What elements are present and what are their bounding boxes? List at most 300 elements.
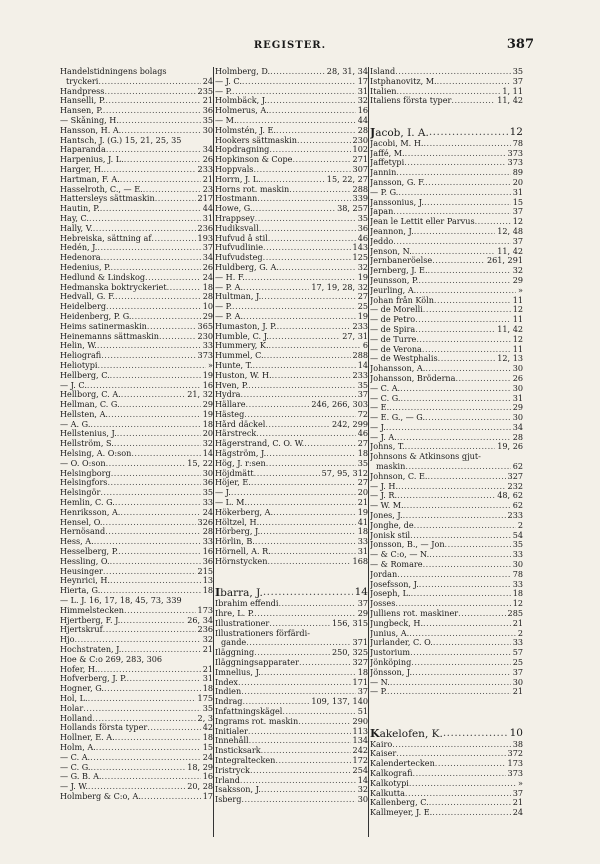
entry-term: Hellborg, C. A. (60, 390, 121, 400)
index-entry (370, 619, 523, 629)
index-entry (215, 371, 368, 381)
index-entry (370, 511, 523, 521)
entry-page-ref: 27, 31 (342, 331, 368, 341)
entry-page-ref: 31 (357, 547, 368, 557)
entry-page-ref: 102 (352, 145, 368, 155)
index-entry (215, 449, 368, 459)
entry-page-ref: 242 (352, 746, 368, 756)
entry-term: Humble, C. J. (215, 331, 269, 341)
entry-page-ref: 33 (512, 550, 523, 560)
entry-term: Hjertskruf (60, 625, 103, 635)
dot-leader (475, 217, 511, 227)
index-entry (370, 247, 523, 257)
index-entry (370, 452, 523, 462)
entry-page-ref: 143 (352, 243, 368, 253)
dot-leader (242, 697, 309, 707)
index-entry (60, 390, 213, 400)
index-entry (60, 772, 213, 782)
index-entry (60, 400, 213, 410)
dot-leader (393, 207, 510, 217)
entry-term: Hogner, G. (60, 684, 104, 694)
entry-page-ref: 28 (357, 125, 368, 135)
index-entry (215, 194, 368, 204)
index-entry (215, 145, 368, 155)
entry-page-ref: 16 (202, 772, 213, 782)
dot-leader (422, 345, 511, 355)
index-entry (215, 648, 368, 658)
dot-leader (88, 782, 185, 792)
index-entry (215, 498, 368, 508)
entry-term: Holar (60, 703, 84, 713)
index-entry (370, 629, 523, 639)
entry-page-ref: 134 (352, 736, 368, 746)
index-entry (215, 273, 368, 283)
index-entry (370, 394, 523, 404)
dot-leader (101, 351, 195, 361)
entry-page-ref: 32 (202, 635, 213, 645)
entry-page-ref: 371 (352, 638, 368, 648)
dot-leader (257, 194, 350, 204)
index-entry (60, 518, 213, 528)
entry-term: Jones, J. (370, 511, 403, 521)
entry-page-ref: 171 (352, 677, 368, 687)
dot-leader (292, 155, 350, 165)
entry-page-ref: 21 (357, 498, 368, 508)
entry-term: — C. G. (370, 393, 401, 403)
entry-page-ref: 2, 3 (197, 713, 213, 723)
entry-term: — de Verona (370, 344, 422, 354)
index-entry (370, 178, 523, 188)
entry-term: maskin (376, 462, 406, 472)
index-entry (215, 776, 368, 786)
dot-leader (263, 253, 351, 263)
dot-leader (412, 668, 511, 678)
entry-page-ref: 19 (202, 370, 213, 380)
index-entry (215, 263, 368, 273)
dot-leader (282, 707, 355, 717)
entry-term: tryckeri (66, 76, 99, 86)
entry-term: Isaksson, J. (215, 785, 261, 795)
dot-leader (260, 527, 356, 537)
dot-leader (124, 155, 201, 165)
entry-term: Hostmann (215, 194, 258, 204)
entry-page-ref: 35 (357, 458, 368, 468)
index-entry (370, 217, 523, 227)
entry-term: Huldberg, G. A. (215, 262, 279, 272)
dot-leader (110, 576, 201, 586)
index-entry (370, 599, 523, 609)
entry-page-ref: 27 (357, 292, 368, 302)
entry-page-ref: 236 (197, 223, 213, 233)
index-entry (215, 459, 368, 469)
index-entry (215, 243, 368, 253)
entry-page-ref: 26 (202, 155, 213, 165)
entry-page-ref: 173 (197, 605, 213, 615)
entry-page-ref: 33 (512, 638, 523, 648)
index-entry (370, 540, 523, 550)
dot-leader (100, 204, 201, 214)
dot-leader (413, 769, 506, 779)
dot-leader (103, 106, 201, 116)
index-entry (60, 96, 213, 106)
entry-term: Iläggning (215, 648, 255, 658)
entry-page-ref: 6 (362, 341, 368, 351)
index-entry (60, 322, 213, 332)
entry-page-ref (521, 452, 523, 462)
entry-term: Höjer, E. (215, 478, 251, 488)
entry-term: Helsing, A. O:son (60, 449, 132, 459)
entry-term: Isberg (215, 795, 242, 805)
entry-term: Jonghe, de (370, 520, 414, 530)
dot-leader (423, 305, 511, 315)
index-entry (215, 224, 368, 234)
entry-page-ref: 217 (197, 194, 213, 204)
index-entry (60, 576, 213, 586)
entry-page-ref: 19 (357, 272, 368, 282)
dot-leader (97, 243, 200, 253)
entry-term: Integraltecken (215, 755, 276, 765)
entry-page-ref: » (208, 360, 213, 370)
dot-leader (397, 570, 510, 580)
entry-page-ref: 14 (202, 449, 213, 459)
index-entry (370, 648, 523, 658)
index-entry (215, 361, 368, 371)
index-entry (215, 400, 368, 410)
entry-term: Johan från Köln (370, 295, 434, 305)
entry-term: Jonisk stil (370, 530, 411, 540)
index-entry (215, 668, 368, 678)
entry-term: Hansson, H. A. (60, 125, 122, 135)
entry-term: Insticksark (215, 746, 261, 756)
index-column-3 (370, 67, 523, 818)
entry-term: Heynrici, H. (60, 576, 110, 586)
entry-term: Jacob, I. A. (370, 125, 429, 139)
entry-term: Hellman, C. G. (60, 400, 120, 410)
entry-term: Hörlin, B. (215, 537, 255, 547)
index-entry (370, 570, 523, 580)
dot-leader (124, 606, 196, 616)
dot-leader (268, 234, 356, 244)
index-entry (60, 508, 213, 518)
index-entry (370, 168, 523, 178)
dot-leader (254, 609, 356, 619)
index-entry (60, 175, 213, 185)
index-entry (60, 586, 213, 596)
index-entry (370, 550, 523, 560)
dot-leader (253, 204, 336, 214)
entry-term: Heliotypi (60, 360, 98, 370)
entry-page-ref: 29 (512, 275, 523, 285)
entry-page-ref: 23 (202, 184, 213, 194)
index-entry (215, 96, 368, 106)
entry-page-ref: 290 (352, 716, 368, 726)
index-entry (215, 518, 368, 528)
dot-leader (405, 442, 496, 452)
entry-term: — de Petro (370, 315, 416, 325)
index-entry (215, 478, 368, 488)
index-entry (60, 606, 213, 616)
index-entry (60, 527, 213, 537)
index-entry (215, 537, 368, 547)
entry-term: Johansson, Bröderna (370, 373, 456, 383)
entry-page-ref: 11, 42 (497, 324, 523, 334)
entry-page-ref: 19 (357, 311, 368, 321)
index-entry (60, 204, 213, 214)
index-entry (215, 214, 368, 224)
entry-page-ref: 365 (197, 321, 213, 331)
entry-page-ref: 35 (512, 540, 523, 550)
entry-page-ref: 21 (512, 618, 523, 628)
entry-page-ref: 30 (512, 413, 523, 423)
dot-leader (249, 736, 351, 746)
entry-page-ref: 31 (202, 674, 213, 684)
dot-leader (429, 798, 511, 808)
index-entry (60, 567, 213, 577)
entry-page-ref: 21, 32 (187, 390, 213, 400)
entry-term: Hantsch, J. (G.) 15, 21, 25, 35 (60, 135, 182, 145)
entry-page-ref: 230 (352, 135, 368, 145)
entry-term: — J. (215, 488, 231, 498)
index-entry (60, 194, 213, 204)
entry-page-ref: 25 (512, 658, 523, 668)
entry-page-ref: 21 (512, 687, 523, 697)
index-entry (370, 798, 523, 808)
entry-term: Irland (215, 775, 240, 785)
entry-term: — E. (370, 403, 390, 413)
dot-leader (83, 704, 200, 714)
index-entry (215, 547, 368, 557)
entry-term: Hägström, J. (215, 449, 267, 459)
entry-term: Junius, A. (370, 628, 410, 638)
entry-term: Helsingör (60, 488, 101, 498)
dot-leader (267, 557, 350, 567)
index-entry (370, 158, 523, 168)
entry-term: Helsingfors (60, 478, 108, 488)
entry-page-ref: 113 (352, 726, 368, 736)
dot-leader (89, 214, 201, 224)
dot-leader (131, 449, 200, 459)
entry-page-ref: 15, 22 (187, 458, 213, 468)
dot-leader (400, 394, 510, 404)
index-entry (215, 508, 368, 518)
entry-page-ref: 46 (357, 233, 368, 243)
entry-page-ref: 26 (512, 373, 523, 383)
entry-term: Josses (370, 599, 396, 609)
index-entry (370, 237, 523, 247)
index-entry (215, 165, 368, 175)
index-entry (60, 332, 213, 342)
dot-leader (111, 263, 201, 273)
dot-leader (114, 439, 201, 449)
dot-leader (418, 276, 510, 286)
dot-leader (289, 185, 350, 195)
dot-leader (410, 648, 511, 658)
index-entry (215, 106, 368, 116)
dot-leader (247, 498, 356, 508)
index-entry (60, 635, 213, 645)
index-entry (60, 341, 213, 351)
entry-page-ref: 24 (202, 507, 213, 517)
index-entry (215, 410, 368, 420)
index-entry (215, 599, 368, 609)
index-entry (60, 302, 213, 312)
dot-leader (386, 423, 511, 433)
entry-term: — J. A. (370, 432, 397, 442)
entry-page-ref: 57, 95, 312 (321, 468, 368, 478)
index-entry (215, 332, 368, 342)
dot-leader (251, 478, 356, 488)
entry-term: Hofer, H. (60, 664, 98, 674)
dot-leader (270, 67, 325, 77)
entry-page-ref: 16 (202, 380, 213, 390)
dot-leader (269, 106, 356, 116)
entry-term: Heliografi (60, 351, 102, 361)
entry-term: — M. (215, 115, 237, 125)
entry-term: Hedvall, G. F. (60, 292, 115, 302)
entry-term: Hrappsey (215, 213, 255, 223)
index-entry (215, 322, 368, 332)
entry-page-ref: 44 (202, 204, 213, 214)
dot-leader (242, 77, 356, 87)
entry-term: Illustrationers förfärdi- (215, 628, 310, 638)
entry-term: Hörberg, J. (215, 527, 261, 537)
entry-term: Hopdragning (215, 145, 270, 155)
index-entry (60, 371, 213, 381)
entry-term: Hochstraten, J. (60, 645, 122, 655)
index-entry (215, 390, 368, 400)
entry-page-ref: 173 (507, 759, 523, 769)
entry-term: Jernberg, J. E. (370, 266, 428, 276)
index-entry (370, 276, 523, 286)
dot-leader (405, 149, 506, 159)
entry-term: — N. (370, 677, 390, 687)
dot-leader (90, 753, 201, 763)
dot-leader (159, 332, 196, 342)
index-entry (215, 469, 368, 479)
entry-term: Heims satinermaskin (60, 321, 147, 331)
index-entry (215, 736, 368, 746)
entry-page-ref: 15 (512, 197, 523, 207)
entry-page-ref: 24 (202, 752, 213, 762)
dot-leader (254, 648, 330, 658)
index-entry (215, 697, 368, 707)
entry-page-ref: 36 (202, 556, 213, 566)
entry-term: Johnsons & Atkinsons gjut- (370, 452, 481, 462)
dot-leader (425, 178, 511, 188)
entry-page-ref: 78 (512, 138, 523, 148)
index-entry (215, 609, 368, 619)
dot-leader (266, 459, 356, 469)
dot-leader (90, 763, 185, 773)
dot-leader (121, 390, 186, 400)
entry-term: Jernbaneröelse (370, 256, 433, 266)
dot-leader (267, 96, 356, 106)
entry-page-ref: 38 (512, 739, 523, 749)
index-entry (370, 589, 523, 599)
entry-term: Hunte, T. (215, 360, 253, 370)
entry-term: Hästeg (215, 409, 245, 419)
index-entry (370, 87, 523, 97)
index-entry (370, 580, 523, 590)
entry-term: Hollands första typer (60, 723, 148, 733)
entry-page-ref: 37 (512, 667, 523, 677)
dot-leader (93, 224, 196, 234)
dot-leader (250, 766, 351, 776)
dot-leader (261, 746, 351, 756)
dot-leader (269, 619, 330, 629)
entry-term: — J. H. (370, 481, 399, 491)
index-entry (60, 665, 213, 675)
dot-leader (256, 429, 355, 439)
index-entry (215, 638, 368, 648)
dot-leader (424, 198, 511, 208)
entry-page-ref: 18 (357, 527, 368, 537)
index-entry (370, 96, 523, 106)
entry-term: — J. W. (60, 782, 88, 792)
entry-page-ref: 18 (357, 667, 368, 677)
dot-leader (232, 302, 356, 312)
dot-leader (279, 263, 356, 273)
index-entry (370, 789, 523, 799)
entry-term: Ingrams rot. maskin (215, 716, 299, 726)
dot-leader (397, 491, 495, 501)
dot-leader (108, 410, 201, 420)
dot-leader (265, 420, 330, 430)
index-entry (215, 175, 368, 185)
page-title: REGISTER. (253, 40, 327, 51)
entry-page-ref: 31 (512, 393, 523, 403)
entry-page-ref: 54 (512, 530, 523, 540)
dot-leader (107, 478, 200, 488)
dot-leader (118, 547, 201, 557)
entry-page-ref: 62 (512, 501, 523, 511)
index-entry (370, 472, 523, 482)
entry-page-ref: 242, 299 (331, 419, 368, 429)
entry-term: Jenson, N. (370, 246, 412, 256)
dot-leader (111, 469, 201, 479)
index-entry (370, 345, 523, 355)
entry-term: Initialer (215, 726, 248, 736)
entry-page-ref: 12, 48 (497, 226, 523, 236)
index-entry (370, 560, 523, 570)
entry-term: Jaffetypi (370, 158, 405, 168)
entry-page-ref: 168 (352, 556, 368, 566)
entry-page-ref: 373 (507, 158, 523, 168)
index-entry (60, 478, 213, 488)
index-entry (370, 442, 523, 452)
dot-leader (110, 371, 201, 381)
entry-page-ref: 37 (512, 207, 523, 217)
index-entry (370, 808, 523, 818)
entry-page-ref: 34 (512, 422, 523, 432)
entry-page-ref: 109, 137, 140 (311, 697, 368, 707)
dot-leader (94, 537, 201, 547)
dot-leader (88, 694, 196, 704)
entry-page-ref: 288 (352, 351, 368, 361)
entry-term: — & C:o, — N. (370, 550, 430, 560)
dot-leader (102, 518, 195, 528)
entry-term: Hummel, C. (215, 351, 264, 361)
entry-page-ref: 10 (509, 726, 523, 739)
entry-page-ref: 30 (202, 125, 213, 135)
entry-term: — de Westphalis (370, 354, 438, 364)
dot-leader (273, 508, 356, 518)
index-entry (215, 155, 368, 165)
entry-term: Hellström, S. (60, 439, 114, 449)
dot-leader (97, 665, 200, 675)
entry-page-ref: 21 (202, 96, 213, 106)
entry-term: Höltzel, H. (215, 517, 260, 527)
